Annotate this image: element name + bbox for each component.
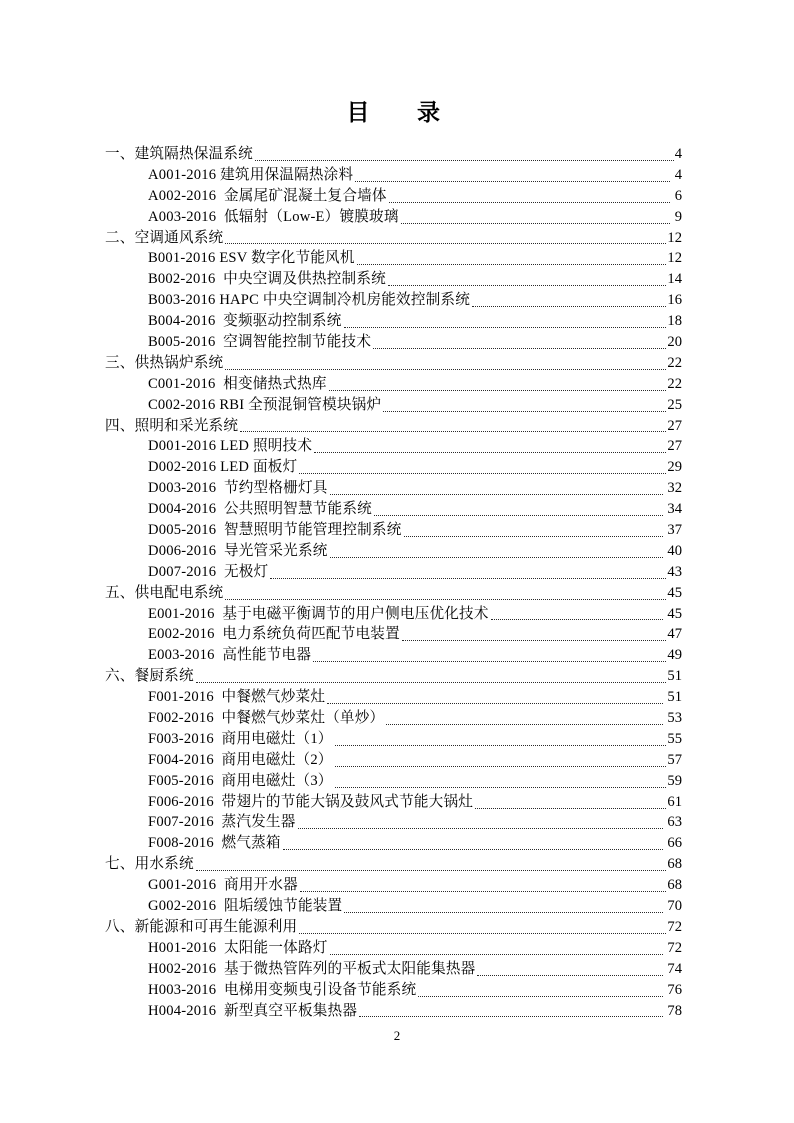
toc-entry[interactable] — [105, 248, 682, 269]
toc-entry-page: 51 — [667, 668, 682, 685]
toc-entry[interactable] — [105, 499, 682, 520]
toc-leader-dots — [386, 724, 662, 725]
toc-leader-dots — [329, 390, 667, 391]
toc-leader-dots — [225, 599, 666, 600]
toc-entry-page: 40 — [663, 542, 682, 559]
toc-entry-page: 32 — [663, 480, 682, 497]
toc-entry[interactable] — [105, 833, 682, 854]
toc-entry-page: 72 — [663, 939, 682, 956]
toc-leader-dots — [402, 640, 667, 641]
toc-entry-label: H002-2016 基于微热管阵列的平板式太阳能集热器 — [148, 960, 476, 977]
toc-entry-label: A002-2016 金属尾矿混凝土复合墙体 — [148, 187, 387, 204]
toc-entry-label: F003-2016 商用电磁灶（1） — [148, 730, 333, 747]
toc-entry-label: H001-2016 太阳能一体路灯 — [148, 939, 328, 956]
toc-entry-page: 78 — [663, 1002, 682, 1019]
toc-entry-page: 37 — [663, 522, 682, 539]
toc-entry[interactable] — [105, 896, 682, 917]
toc-entry[interactable] — [105, 1001, 682, 1022]
toc-entry-label: F002-2016 中餐燃气炒菜灶（单炒） — [148, 710, 385, 727]
toc-entry-page: 49 — [667, 647, 682, 664]
toc-leader-dots — [357, 264, 667, 265]
toc-entry-page: 70 — [663, 898, 682, 915]
toc-entry-label: 七、用水系统 — [105, 856, 194, 873]
toc-leader-dots — [401, 223, 670, 224]
toc-entry[interactable] — [105, 228, 682, 249]
toc-leader-dots — [335, 766, 667, 767]
toc-entry-label: D007-2016 无极灯 — [148, 563, 269, 580]
toc-entry-label: E001-2016 基于电磁平衡调节的用户侧电压优化技术 — [148, 605, 489, 622]
toc-leader-dots — [404, 536, 663, 537]
toc-leader-dots — [330, 954, 663, 955]
toc-entry-page: 29 — [667, 459, 682, 476]
toc-leader-dots — [300, 891, 666, 892]
toc-entry-page: 61 — [667, 793, 682, 810]
toc-entry-label: B001-2016 ESV 数字化节能风机 — [148, 250, 355, 267]
toc-entry-label: D004-2016 公共照明智慧节能系统 — [148, 501, 372, 518]
toc-entry-label: 六、餐厨系统 — [105, 668, 194, 685]
toc-entry-page: 27 — [667, 438, 682, 455]
toc-entry[interactable] — [105, 980, 682, 1001]
toc-leader-dots — [373, 348, 666, 349]
toc-leader-dots — [225, 243, 666, 244]
toc-leader-dots — [314, 452, 666, 453]
toc-entry[interactable] — [105, 144, 682, 165]
toc-leader-dots — [283, 849, 663, 850]
toc-leader-dots — [472, 306, 666, 307]
toc-entry-label: G002-2016 阻垢缓蚀节能装置 — [148, 898, 343, 915]
toc-entry-label: F001-2016 中餐燃气炒菜灶 — [148, 689, 326, 706]
toc-entry-page: 6 — [671, 187, 682, 204]
toc-entry[interactable] — [105, 917, 682, 938]
toc-leader-dots — [477, 975, 662, 976]
toc-entry[interactable] — [105, 813, 682, 834]
toc-leader-dots — [335, 745, 667, 746]
toc-entry[interactable] — [105, 478, 682, 499]
toc-entry-label: 一、建筑隔热保温系统 — [105, 145, 253, 162]
toc-entry-label: 五、供电配电系统 — [105, 584, 224, 601]
toc-entry-label: D005-2016 智慧照明节能管理控制系统 — [148, 522, 402, 539]
toc-leader-dots — [475, 808, 666, 809]
toc-entry-label: D003-2016 节约型格栅灯具 — [148, 480, 328, 497]
toc-entry-page: 68 — [667, 856, 682, 873]
toc-entry[interactable] — [105, 332, 682, 353]
toc-entry-label: H003-2016 电梯用变频曳引设备节能系统 — [148, 981, 417, 998]
toc-entry-page: 63 — [663, 814, 682, 831]
toc-entry[interactable] — [105, 436, 682, 457]
toc-leader-dots — [335, 787, 667, 788]
toc-leader-dots — [313, 661, 666, 662]
toc-entry-page: 74 — [663, 960, 682, 977]
toc-entry-page: 14 — [667, 271, 682, 288]
toc-entry-page: 55 — [667, 730, 682, 747]
toc-leader-dots — [389, 202, 670, 203]
toc-entry[interactable] — [105, 311, 682, 332]
toc-leader-dots — [270, 578, 666, 579]
toc-list — [105, 144, 682, 1021]
toc-entry[interactable] — [105, 290, 682, 311]
toc-entry-page: 34 — [663, 501, 682, 518]
toc-entry-page: 16 — [667, 292, 682, 309]
toc-entry-label: D002-2016 LED 面板灯 — [148, 459, 298, 476]
toc-entry-label: F005-2016 商用电磁灶（3） — [148, 772, 333, 789]
toc-leader-dots — [330, 494, 663, 495]
toc-entry-page: 43 — [667, 563, 682, 580]
toc-entry-label: F004-2016 商用电磁灶（2） — [148, 751, 333, 768]
toc-entry[interactable] — [105, 457, 682, 478]
toc-entry-label: 四、照明和采光系统 — [105, 417, 239, 434]
toc-entry[interactable] — [105, 604, 682, 625]
toc-entry-page: 76 — [663, 981, 682, 998]
toc-entry[interactable] — [105, 562, 682, 583]
toc-content — [105, 98, 682, 1021]
toc-entry-label: C001-2016 相变储热式热库 — [148, 375, 327, 392]
toc-entry-page: 47 — [667, 626, 682, 643]
toc-leader-dots — [491, 619, 663, 620]
toc-leader-dots — [383, 411, 666, 412]
toc-entry-label: F008-2016 燃气蒸箱 — [148, 835, 281, 852]
toc-entry-page: 27 — [667, 417, 682, 434]
toc-entry-label: H004-2016 新型真空平板集热器 — [148, 1002, 358, 1019]
toc-entry-label: G001-2016 商用开水器 — [148, 877, 298, 894]
toc-entry[interactable] — [105, 624, 682, 645]
toc-entry-page: 72 — [667, 918, 682, 935]
toc-entry[interactable] — [105, 269, 682, 290]
toc-entry-page: 12 — [667, 229, 682, 246]
toc-entry[interactable] — [105, 687, 682, 708]
toc-entry-page: 66 — [663, 835, 682, 852]
toc-entry-label: 八、新能源和可再生能源利用 — [105, 918, 298, 935]
toc-entry-page: 9 — [671, 208, 682, 225]
toc-leader-dots — [327, 703, 663, 704]
toc-leader-dots — [299, 933, 666, 934]
toc-entry-label: D006-2016 导光管采光系统 — [148, 542, 328, 559]
toc-entry-page: 59 — [667, 772, 682, 789]
toc-entry-label: B005-2016 空调智能控制节能技术 — [148, 334, 372, 350]
toc-entry-page: 18 — [667, 313, 682, 330]
toc-leader-dots — [240, 431, 666, 432]
toc-entry-label: D001-2016 LED 照明技术 — [148, 438, 313, 455]
toc-entry-label: C002-2016 RBI 全预混铜管模块锅炉 — [148, 396, 382, 413]
toc-entry[interactable] — [105, 875, 682, 896]
toc-entry-label: 三、供热锅炉系统 — [105, 354, 224, 371]
toc-leader-dots — [359, 1016, 663, 1017]
toc-entry-label: 二、空调通风系统 — [105, 229, 224, 246]
toc-entry[interactable] — [105, 416, 682, 437]
toc-leader-dots — [196, 682, 667, 683]
toc-entry[interactable] — [105, 792, 682, 813]
toc-entry-page: 4 — [671, 166, 682, 183]
toc-entry-page: 53 — [663, 710, 682, 727]
toc-leader-dots — [374, 515, 663, 516]
toc-entry[interactable] — [105, 165, 682, 186]
toc-entry[interactable] — [105, 750, 682, 771]
toc-entry[interactable] — [105, 854, 682, 875]
toc-entry-page: 45 — [667, 584, 682, 601]
toc-leader-dots — [225, 369, 666, 370]
toc-entry-label: B002-2016 中央空调及供热控制系统 — [148, 271, 386, 288]
toc-entry[interactable] — [105, 771, 682, 792]
toc-entry-page: 57 — [667, 751, 682, 768]
toc-leader-dots — [298, 828, 663, 829]
toc-entry-label: E003-2016 高性能节电器 — [148, 647, 312, 664]
toc-entry-page: 68 — [667, 877, 682, 894]
toc-leader-dots — [196, 870, 667, 871]
toc-leader-dots — [344, 912, 662, 913]
toc-entry[interactable] — [105, 708, 682, 729]
toc-entry[interactable] — [105, 541, 682, 562]
toc-entry[interactable] — [105, 938, 682, 959]
toc-entry-label: A003-2016 低辐射（Low-E）镀膜玻璃 — [148, 208, 399, 225]
toc-entry-label: A001-2016 建筑用保温隔热涂料 — [148, 166, 354, 183]
page-number: 2 — [393, 1028, 401, 1043]
toc-entry-page: 22 — [667, 354, 682, 371]
toc-entry[interactable] — [105, 645, 682, 666]
toc-entry-page: 20 — [667, 334, 682, 350]
toc-entry[interactable] — [105, 520, 682, 541]
toc-entry-label: F006-2016 带翅片的节能大锅及鼓风式节能大锅灶 — [148, 793, 474, 810]
toc-leader-dots — [418, 996, 662, 997]
toc-leader-dots — [330, 557, 663, 558]
toc-entry[interactable] — [105, 395, 682, 416]
toc-entry-page: 12 — [667, 250, 682, 267]
toc-entry[interactable] — [105, 583, 682, 604]
toc-leader-dots — [344, 327, 667, 328]
toc-entry-label: B003-2016 HAPC 中央空调制冷机房能效控制系统 — [148, 292, 471, 309]
toc-entry[interactable] — [105, 959, 682, 980]
toc-leader-dots — [255, 160, 674, 161]
toc-entry-page: 45 — [663, 605, 682, 622]
toc-entry-page: 4 — [674, 145, 682, 162]
toc-entry-label: B004-2016 变频驱动控制系统 — [148, 313, 342, 330]
toc-entry-page: 25 — [667, 396, 682, 413]
toc-entry[interactable] — [105, 207, 682, 228]
page-title: 目 录 — [346, 100, 441, 125]
toc-leader-dots — [299, 473, 666, 474]
toc-entry[interactable] — [105, 186, 682, 207]
toc-entry[interactable] — [105, 353, 682, 374]
toc-leader-dots — [355, 181, 670, 182]
toc-entry[interactable] — [105, 666, 682, 687]
toc-entry[interactable] — [105, 729, 682, 750]
toc-entry-label: F007-2016 蒸汽发生器 — [148, 814, 296, 831]
toc-entry-page: 51 — [663, 689, 682, 706]
toc-entry-page: 22 — [667, 375, 682, 392]
toc-entry[interactable] — [105, 374, 682, 395]
toc-leader-dots — [388, 285, 667, 286]
toc-entry-label: E002-2016 电力系统负荷匹配节电装置 — [148, 626, 400, 643]
